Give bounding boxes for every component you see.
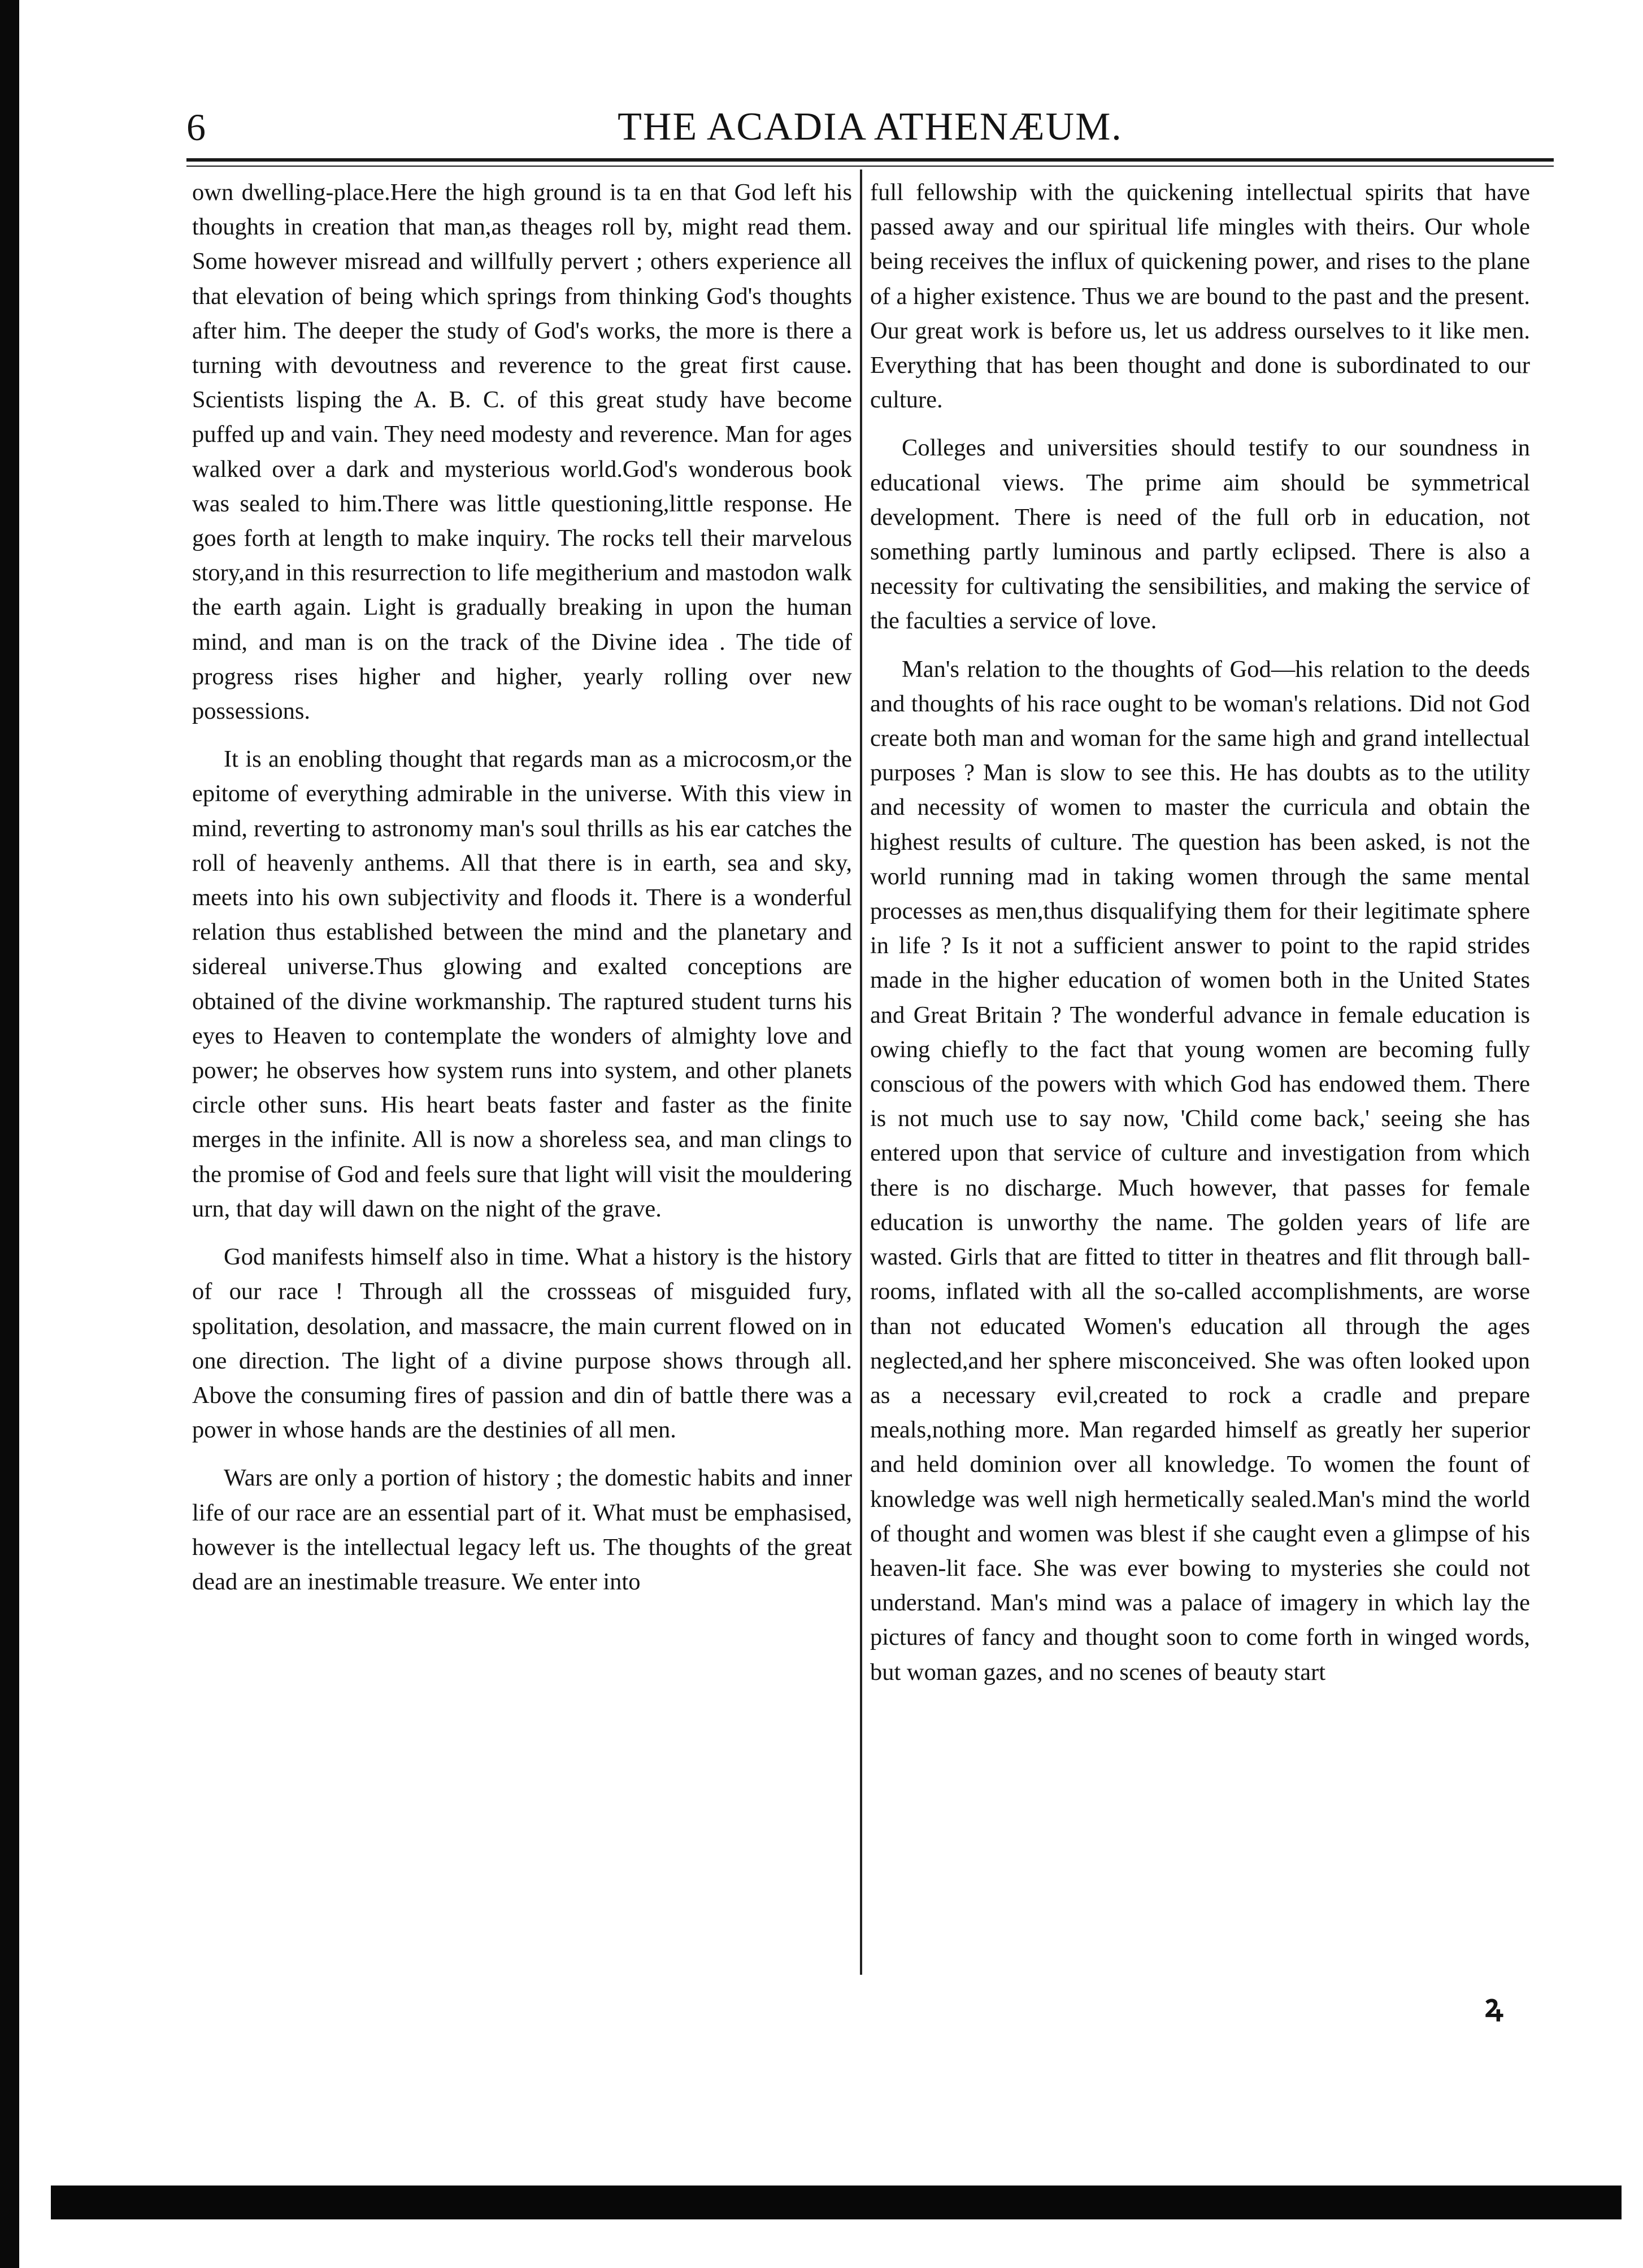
header-rule-thin [186, 166, 1554, 167]
paragraph: own dwelling-place.Here the high ground is ta en that God left his thoughts in creation that man,as theages roll by, might read them. Some however misread and willfully pervert ; others experience all that elevation of being which springs from thinking God's thoughts after him. The deeper the study of God's works, the more is there a turning with devoutness and reverence to the great first cause. Scientists lisping the A. B. C. of this great study have become puffed up and vain. They need modesty and reverence. Man for ages walked over a dark and mysterious world.God's wonderous book was sealed to him.There was little questioning,little response. He goes forth at length to make inquiry. The rocks tell their marvelous story,and in this resurrection to life megitherium and mastodon walk the earth again. Light is gradually breaking in upon the human mind, and man is on the track of the Divine idea . The tide of progress rises higher and higher, yearly rolling over new possessions. [192, 179, 852, 725]
paragraph: It is an enobling thought that regards man as a microcosm,or the epitome of everything admirable in the universe. With this view in mind, reverting to astronomy man's soul thrills as his ear catches the roll of heavenly anthems. All that there is in earth, sea and sky, meets into his own subjectivity and floods it. There is a wonderful relation thus established between the mind and the planetary and sidereal universe.Thus glowing and exalted conceptions are obtained of the divine workmanship. The raptured student turns his eyes to Heaven to contemplate the wonders of almighty love and power; he observes how system runs into system, and other planets circle other suns. His heart beats faster and faster as the finite merges in the infinite. All is now a shoreless sea, and man clings to the promise of God and feels sure that light will visit the mouldering urn, that day will dawn on the night of the grave. [192, 746, 852, 1222]
scan-left-edge [0, 0, 19, 2268]
paragraph: full fellowship with the quickening intellectual spirits that have passed away and our spiritual life mingles with theirs. Our whole being receives the influx of quickening power, and rises to the plane of a higher existence. Thus we are bound to the past and the present. Our great work is before us, let us address ourselves to it like men. Everything that has been thought and done is subordinated to our culture. [870, 179, 1530, 414]
left-column [192, 175, 852, 1613]
header-rule [186, 158, 1554, 162]
catchword-mark: ꝝ [1485, 1989, 1503, 2024]
paragraph: Wars are only a portion of history ; the domestic habits and inner life of our race are an essential part of it. What must be emphasised, however is the intellectual legacy left us. The thoughts of the great dead are an inestimable treasure. We enter into [192, 1465, 852, 1595]
scan-bottom-edge [51, 2186, 1622, 2219]
paragraph: God manifests himself also in time. What a history is the history of our race ! Through all the crossseas of misguided fury, spolitation, desolation, and massacre, the main current flowed on in one direction. The light of a divine purpose shows through all. Above the consuming fires of passion and din of battle there was a power in whose hands are the destinies of all men. [192, 1244, 852, 1444]
journal-title: THE ACADIA ATHENÆUM. [618, 105, 1123, 149]
column-divider [860, 170, 862, 1975]
page-header [186, 102, 1554, 153]
right-column [870, 175, 1530, 1703]
paragraph: Colleges and universities should testify to our soundness in educational views. The prime aim should be symmetrical development. There is need of the full orb in education, not something partly luminous and partly eclipsed. There is also a necessity for cultivating the sensibilities, and making the service of the faculties a service of love. [870, 435, 1530, 635]
page-number: 6 [186, 106, 206, 149]
paragraph: Man's relation to the thoughts of God—his relation to the deeds and thoughts of his race ought to be woman's relations. Did not God create both man and woman for the same high and grand intellectual purposes ? Man is slow to see this. He has doubts as to the utility and necessity of women to master the curricula and obtain the highest results of culture. The question has been asked, is not the world running mad in taking women through the same mental processes as men,thus disqualifying them for their legitimate sphere in life ? Is it not a sufficient answer to point to the rapid strides made in the higher education of women both in the United States and Great Britain ? The wonderful advance in female education is owing chiefly to the fact that young women are becoming fully conscious of the powers with which God has endowed them. There is not much use to say now, 'Child come back,' seeing she has entered upon that service of culture and investigation from which there is no discharge. Much however, that passes for female education is unworthy the name. The golden years of life are wasted. Girls that are fitted to titter in theatres and flit through ball-rooms, inflated with all the so-called accomplishments, are worse than not educated Women's education all through the ages neglected,and her sphere misconceived. She was often looked upon as a necessary evil,created to rock a cradle and prepare meals,nothing more. Man regarded himself as greatly her superior and held dominion over all knowledge. To women the fount of knowledge was well nigh hermetically sealed.Man's mind the world of thought and women was blest if she caught even a glimpse of his heaven-lit face. She was ever bowing to mysteries she could not understand. Man's mind was a palace of imagery in which lay the pictures of fancy and thought soon to come forth in winged words, but woman gazes, and no scenes of beauty start [870, 655, 1530, 1685]
